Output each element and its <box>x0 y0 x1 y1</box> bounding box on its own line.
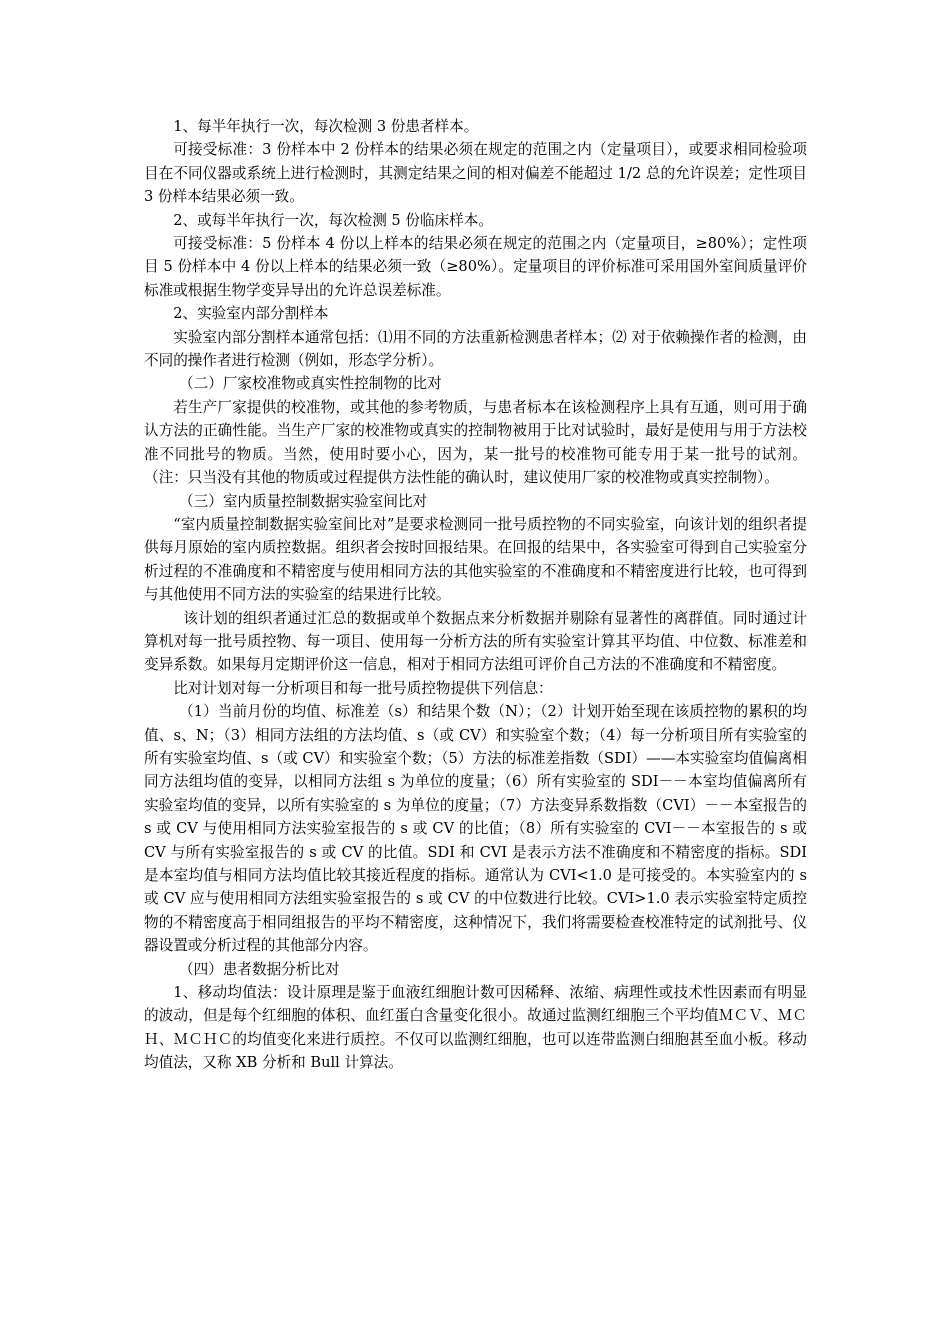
paragraph-comparison-info-list: （1）当前月份的均值、标准差（s）和结果个数（N）；（2）计划开始至现在该质控物的累积的均值、s、N；（3）相同方法组的方法均值、s（或 CV）和实验室个数；（4）每一分析项目所有实验室的所有实验室均值、s（或 CV）和实验室个数；（5）方法的标准差指数（SDI）——本实验室均值偏离相同方法组均值的变异，以相同方法组 s 为单位的度量；（6）所有实验室的 SDI－－本室均值偏离所有实验室均值的变异，以所有实验室的 s 为单位的度量；（7）方法变异系数指数（CVI）－－本室报告的 s 或 CV 与使用相同方法实验室报告的 s 或 CV 的比值；（8）所有实验室的 CVI－－本室报告的 s 或 CV 与所有实验室报告的 s 或 CV 的比值。SDI 和 CVI 是表示方法不准确度和不精密度的指标。SDI 是本室均值与相同方法均值比较其接近程度的指标。通常认为 CVI<1.0 是可接受的。本实验室内的 s 或 CV 应与使用相同方法组实验室报告的 s 或 CV 的中位数进行比较。CVI>1.0 表示实验室特定质控物的不精密度高于相同组报告的平均不精密度，这种情况下，我们将需要检查校准特定的试剂批号、仪器设置或分析过程的其他部分内容。 <box>144 703 807 955</box>
paragraph-acceptance-criteria-2: 可接受标准：5 份样本 4 份以上样本的结果必须在规定的范围之内（定量项目，≥80%）；定性项目 5 份样本中 4 份以上样本的结果必须一致（≥80%）。定量项目的评价标准可采用国外室间质量评价标准或根据生物学变异导出的允许总误差标准。 <box>144 235 807 299</box>
paragraph-sampling-rule-2: 2、或每半年执行一次，每次检测 5 份临床样本。 <box>173 211 493 229</box>
paragraph-acceptance-criteria-1: 可接受标准：3 份样本中 2 份样本的结果必须在规定的范围之内（定量项目），或要求相同检验项目在不同仪器或系统上进行检测时，其测定结果之间的相对偏差不能超过 1/2 总的允许误差；定性项目 3 份样本结果必须一致。 <box>144 141 807 206</box>
paragraph-sampling-rule-1: 1、每半年执行一次，每次检测 3 份患者样本。 <box>173 118 479 135</box>
paragraph-internal-split-samples: 实验室内部分割样本通常包括：⑴用不同的方法重新检测患者样本；⑵ 对于依赖操作者的检测，由不同的操作者进行检测（例如，形态学分析）。 <box>144 328 807 370</box>
heading-manufacturer-calibrator: （二）厂家校准物或真实性控制物的比对 <box>179 375 442 393</box>
paragraph-organizer-analysis: 该计划的组织者通过汇总的数据或单个数据点来分析数据并剔除有显著性的离群值。同时通过计算机对每一批号质控物、每一项目、使用每一分析方法的所有实验室计算其平均值、中位数、标准差和变异系数。如果每月定期评价这一信息，相对于相同方法组可评价自己方法的不准确度和不精密度。 <box>144 609 807 674</box>
document-page <box>144 115 807 1075</box>
paragraph-iqc-interlab: “室内质量控制数据实验室间比对”是要求检测同一批号质控物的不同实验室，向该计划的组织者提供每月原始的室内质控数据。组织者会按时回报结果。在回报的结果中，各实验室可得到自己实验室分析过程的不准确度和不精密度与使用相同方法的其他实验室的不准确度和不精密度进行比较，也可得到与其他使用不同方法的实验室的结果进行比较。 <box>144 515 807 604</box>
paragraph-comparison-info-intro: 比对计划对每一分析项目和每一批号质控物提供下列信息： <box>173 679 553 697</box>
heading-internal-split-samples: 2、实验室内部分割样本 <box>173 305 329 323</box>
heading-iqc-interlab: （三）室内质量控制数据实验室间比对 <box>179 492 428 510</box>
heading-patient-data: （四）患者数据分析比对 <box>179 960 340 978</box>
paragraph-manufacturer-calibrator: 若生产厂家提供的校准物，或其他的参考物质，与患者标本在该检测程序上具有互通，则可用于确认方法的正确性能。当生产厂家的校准物或真实的控制物被用于比对试验时，最好是使用与用于方法校准不同批号的物质。当然，使用时要小心，因为，某一批号的校准物可能专用于某一批号的试剂。（注：只当没有其他的物质或过程提供方法性能的确认时，建议使用厂家的校准物或真实控制物）。 <box>144 398 807 487</box>
paragraph-moving-average: 1、移动均值法：设计原理是鉴于血液红细胞计数可因稀释、浓缩、病理性或技术性因素而有明显的波动，但是每个红细胞的体积、血红蛋白含量变化很小。故通过监测红细胞三个平均值ＭＣＶ、ＭＣＨ、ＭＣＨＣ的均值变化来进行质控。不仅可以监测红细胞，也可以连带监测白细胞甚至血小板。移动均值法，又称 XB 分析和 Bull 计算法。 <box>144 984 807 1072</box>
